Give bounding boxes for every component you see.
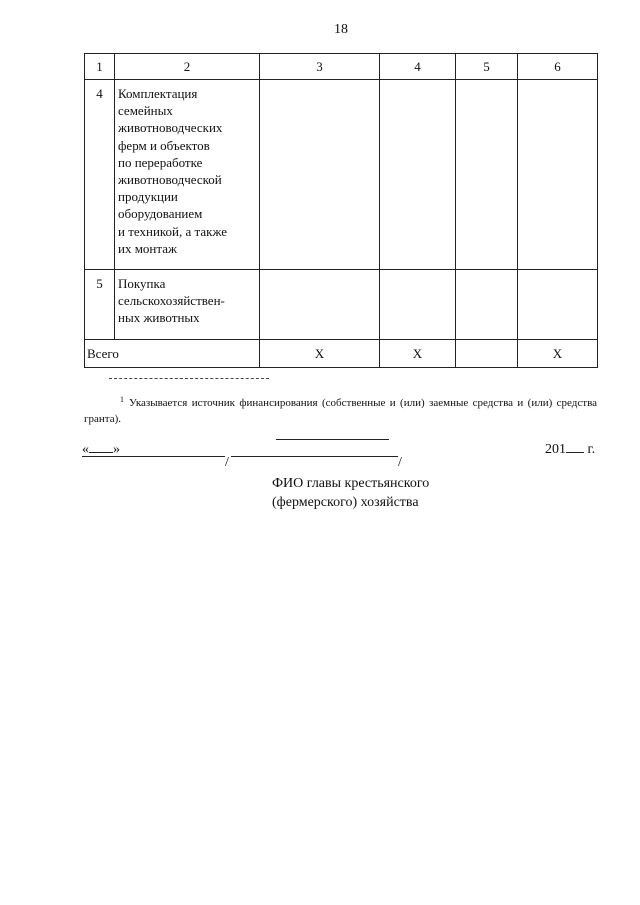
footnote-marker: 1 <box>120 395 124 404</box>
table-cell <box>518 80 598 270</box>
signer-name-blank <box>231 456 398 457</box>
financing-table <box>84 53 598 368</box>
date-open-quote: « <box>82 442 89 457</box>
table-cell <box>380 80 456 270</box>
date-month-blank <box>276 439 389 440</box>
table-cell <box>456 80 518 270</box>
row-number: 5 <box>85 270 115 340</box>
table-cell <box>456 270 518 340</box>
row-description: Покупка сельскохозяйствен- ных животных <box>115 270 260 340</box>
total-cell <box>456 340 518 368</box>
page-number: 18 <box>334 22 348 37</box>
table-cell <box>260 270 380 340</box>
table-total-row <box>85 340 598 368</box>
row-description: Комплектация семейных животноводческих ферм и объектов по переработке животноводческой продукции оборудованием и техникой, а также их монтаж <box>115 80 260 270</box>
date-day-blank <box>89 440 113 453</box>
column-header: 3 <box>260 54 380 80</box>
date-close-quote: » <box>113 442 120 457</box>
row-number: 4 <box>85 80 115 270</box>
year-prefix: 201 <box>545 442 566 457</box>
total-cell: X <box>380 340 456 368</box>
year-blank <box>566 440 584 453</box>
total-cell: X <box>518 340 598 368</box>
signature-separator-right: / <box>398 455 402 470</box>
column-header: 2 <box>115 54 260 80</box>
signer-caption: ФИО главы крестьянского (фермерского) хозяйства <box>272 476 430 510</box>
table-cell <box>380 270 456 340</box>
table-cell <box>260 80 380 270</box>
date-year-field <box>545 440 595 458</box>
year-suffix: г. <box>584 442 596 457</box>
signature-blank <box>82 456 225 457</box>
signature-separator-left: / <box>225 455 229 470</box>
table-cell <box>518 270 598 340</box>
table-header-row <box>85 54 598 80</box>
column-header: 6 <box>518 54 598 80</box>
table-row <box>85 270 598 340</box>
column-header: 4 <box>380 54 456 80</box>
footnote-text: Указывается источник финансирования (собственные и (или) заемные средства и (или) средства гранта). <box>84 397 597 425</box>
table-row <box>85 80 598 270</box>
total-label: Всего <box>85 340 260 368</box>
column-header: 5 <box>456 54 518 80</box>
total-cell: X <box>260 340 380 368</box>
footnote <box>84 392 597 427</box>
column-header: 1 <box>85 54 115 80</box>
footnote-separator <box>109 378 269 379</box>
